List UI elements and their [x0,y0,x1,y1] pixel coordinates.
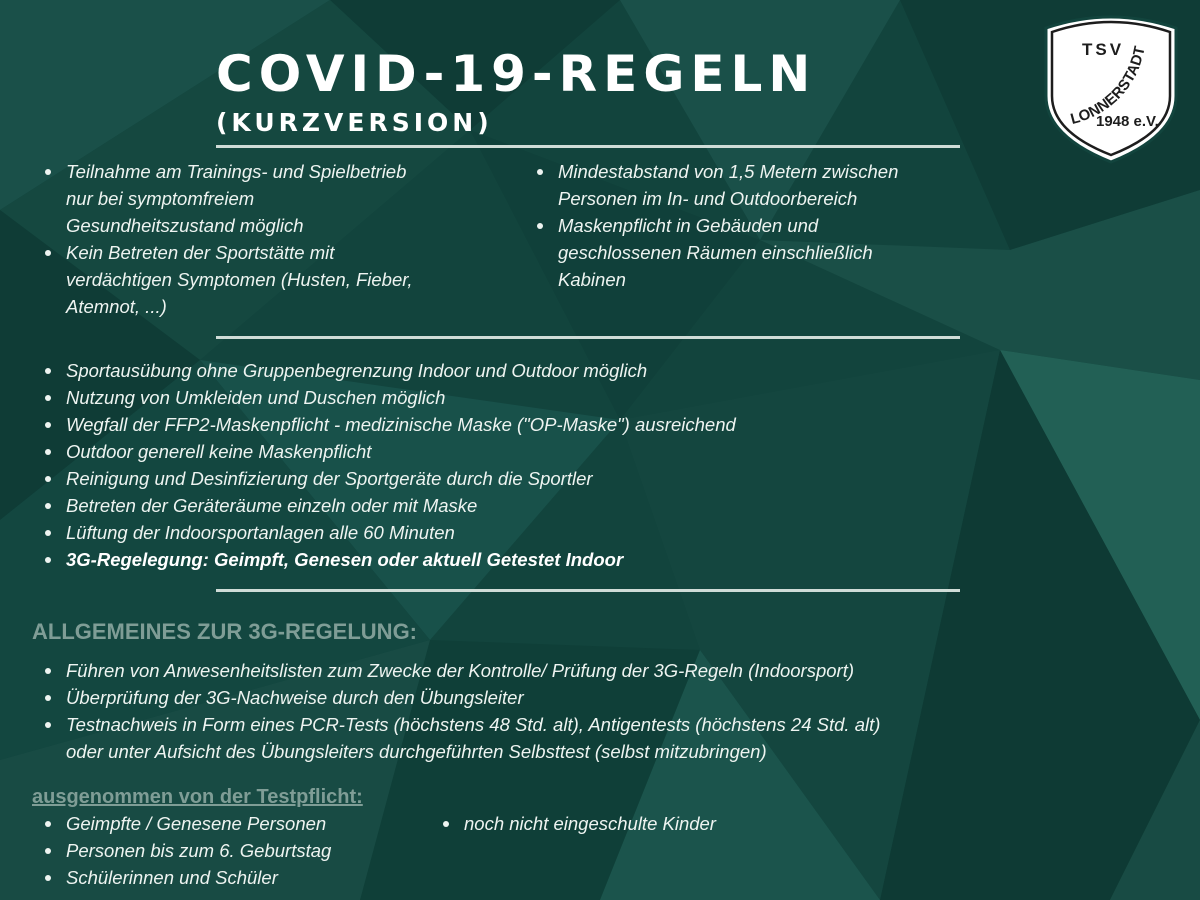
list-item-continuation: oder unter Aufsicht des Übungsleiters durchgeführten Selbsttest (selbst mitzubringen) [66,741,767,762]
list-item-continuation: verdächtigen Symptomen (Husten, Fieber, [66,269,413,290]
logo-arc-text: LONNERSTADT [1068,44,1149,128]
list-item: Outdoor generell keine Maskenpflicht [34,438,736,465]
exemptions-right-list [432,810,716,837]
list-item: Wegfall der FFP2-Maskenpflicht - medizinische Maske ("OP-Maske") ausreichend [34,411,736,438]
list-item: Testnachweis in Form eines PCR-Tests (höchstens 48 Std. alt), Antigentests (höchstens 24 Std. alt) [34,711,880,738]
list-item: Sportausübung ohne Gruppenbegrenzung Indoor und Outdoor möglich [34,357,736,384]
list-item: Mindestabstand von 1,5 Metern zwischen [526,158,898,185]
page-subtitle: (KURZVERSION) [216,108,493,137]
exemptions-left-list [34,810,331,891]
list-item: Reinigung und Desinfizierung der Sportgeräte durch die Sportler [34,465,736,492]
divider-top [216,145,960,148]
logo-bottom-text: 1948 e.V. [1096,113,1159,130]
basic-rules-left-list [34,158,413,320]
list-item: Teilnahme am Trainings- und Spielbetrieb [34,158,413,185]
list-item-continuation: geschlossenen Räumen einschließlich [558,242,873,263]
list-item-continuation: Kabinen [558,269,626,290]
list-item-continuation: Personen im In- und Outdoorbereich [558,188,858,209]
divider-bottom [216,589,960,592]
list-item: Überprüfung der 3G-Nachweise durch den Übungsleiter [34,684,880,711]
3g-rules-list [34,657,880,765]
list-item: Führen von Anwesenheitslisten zum Zwecke der Kontrolle/ Prüfung der 3G-Regeln (Indoorsport) [34,657,880,684]
page-title: COVID-19-REGELN [216,45,817,103]
list-item: Nutzung von Umkleiden und Duschen möglich [34,384,736,411]
list-item: Schülerinnen und Schüler [34,864,331,891]
divider-middle [216,336,960,339]
list-item: Geimpfte / Genesene Personen [34,810,331,837]
logo-top-text: TSV [1082,40,1125,59]
list-item: Maskenpflicht in Gebäuden und [526,212,898,239]
list-item: Betreten der Geräteräume einzeln oder mit Maske [34,492,736,519]
list-item: Lüftung der Indoorsportanlagen alle 60 Minuten [34,519,736,546]
basic-rules-right-list [526,158,898,293]
club-logo [1036,8,1186,168]
list-item-3g-rule: 3G-Regelegung: Geimpft, Genesen oder aktuell Getestet Indoor [34,546,736,573]
section-heading-exemptions: ausgenommen von der Testpflicht: [32,786,363,808]
sport-rules-list [34,357,736,573]
list-item: Kein Betreten der Sportstätte mit [34,239,413,266]
list-item: Personen bis zum 6. Geburtstag [34,837,331,864]
list-item-continuation: nur bei symptomfreiem [66,188,255,209]
list-item-continuation: Atemnot, ...) [66,296,167,317]
list-item: noch nicht eingeschulte Kinder [432,810,716,837]
list-item-continuation: Gesundheitszustand möglich [66,215,304,236]
section-heading-3g: ALLGEMEINES ZUR 3G-REGELUNG: [32,619,418,644]
